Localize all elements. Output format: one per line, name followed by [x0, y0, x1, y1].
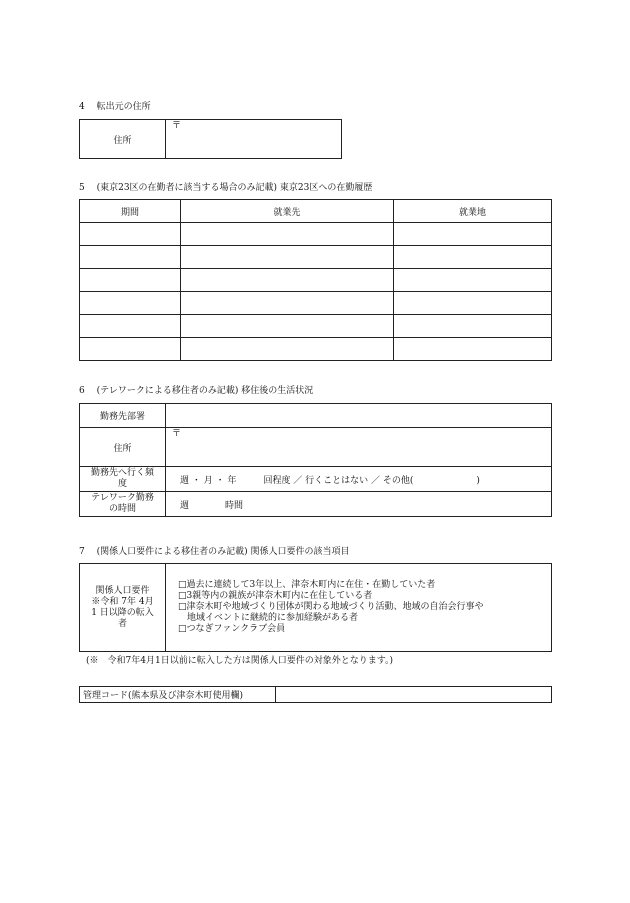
employer-cell[interactable] [181, 338, 394, 361]
former-address-field[interactable] [166, 120, 342, 159]
postal-mark: 〒 [172, 121, 182, 131]
location-cell[interactable] [394, 292, 552, 315]
location-cell[interactable] [394, 246, 552, 269]
employer-cell[interactable] [181, 292, 394, 315]
commute-frequency-field[interactable]: 週 ・ 月 ・ 年 回程度 ／ 行くことはない ／ その他( ) [166, 467, 552, 492]
telework-hours-field[interactable]: 週 時間 [166, 492, 552, 517]
checkbox-item-fan-club[interactable]: □つなぎファンクラブ会員 [178, 624, 286, 634]
period-cell[interactable] [80, 223, 181, 246]
commute-frequency-label: 勤務先へ行く頻 度 [80, 467, 166, 492]
telework-hours-label: テレワーク勤務 の時間 [80, 492, 166, 517]
checkbox-item-past-residence[interactable]: □過去に連続して3年以上、津奈木町内に在住・在勤していた者 [178, 580, 436, 590]
dept-field[interactable] [166, 404, 552, 428]
period-cell[interactable] [80, 315, 181, 338]
related-population-table [79, 563, 552, 652]
former-address-table [79, 119, 342, 159]
telework-status-table [79, 403, 552, 517]
management-code-field[interactable] [276, 687, 552, 703]
checkbox-item-community-activity[interactable]: □津奈木町や地域づくり団体が関わる地域づくり活動、地域の自治会行事や [178, 602, 484, 612]
section-6-title: 6 (テレワークによる移住者のみ記載) 移住後の生活状況 [79, 386, 314, 396]
location-cell[interactable] [394, 315, 552, 338]
header-work-location: 就業地 [394, 200, 552, 223]
former-address-label: 住所 [80, 120, 166, 159]
section-4-title: 4 転出元の住所 [79, 102, 151, 112]
location-cell[interactable] [394, 269, 552, 292]
related-population-label: 関係人口要件 ※令和 7年 4月 1 日以降の転入 者 [80, 564, 166, 652]
work-history-table [79, 199, 552, 361]
postal-mark: 〒 [172, 429, 182, 439]
management-code-label: 管理コード(熊本県及び津奈木町使用欄) [80, 687, 276, 703]
period-cell[interactable] [80, 246, 181, 269]
section-5-title: 5 (東京23区の在勤者に該当する場合のみ記載) 東京23区への在勤履歴 [79, 183, 373, 193]
related-population-options [166, 564, 552, 652]
period-cell[interactable] [80, 269, 181, 292]
related-population-note: (※ 令和7年4月1日以前に転入した方は関係人口要件の対象外となります。) [86, 656, 393, 666]
employer-cell[interactable] [181, 223, 394, 246]
table-row [80, 223, 552, 246]
employer-cell[interactable] [181, 269, 394, 292]
telework-address-label: 住所 [80, 428, 166, 467]
section-7-title: 7 (関係人口要件による移住者のみ記載) 関係人口要件の該当項目 [79, 547, 350, 557]
location-cell[interactable] [394, 223, 552, 246]
management-code-table [79, 686, 552, 703]
telework-address-field[interactable] [166, 428, 552, 467]
table-row [80, 246, 552, 269]
table-row [80, 292, 552, 315]
table-row [80, 315, 552, 338]
period-cell[interactable] [80, 292, 181, 315]
period-cell[interactable] [80, 338, 181, 361]
checkbox-item-community-activity-cont: 地域イベントに継続的に参加経験がある者 [178, 613, 359, 623]
header-period: 期間 [80, 200, 181, 223]
dept-label: 勤務先部署 [80, 404, 166, 428]
header-employer: 就業先 [181, 200, 394, 223]
location-cell[interactable] [394, 338, 552, 361]
checkbox-item-relatives[interactable]: □3親等内の親族が津奈木町内に在住している者 [178, 591, 373, 601]
table-row [80, 269, 552, 292]
employer-cell[interactable] [181, 246, 394, 269]
employer-cell[interactable] [181, 315, 394, 338]
table-row [80, 338, 552, 361]
